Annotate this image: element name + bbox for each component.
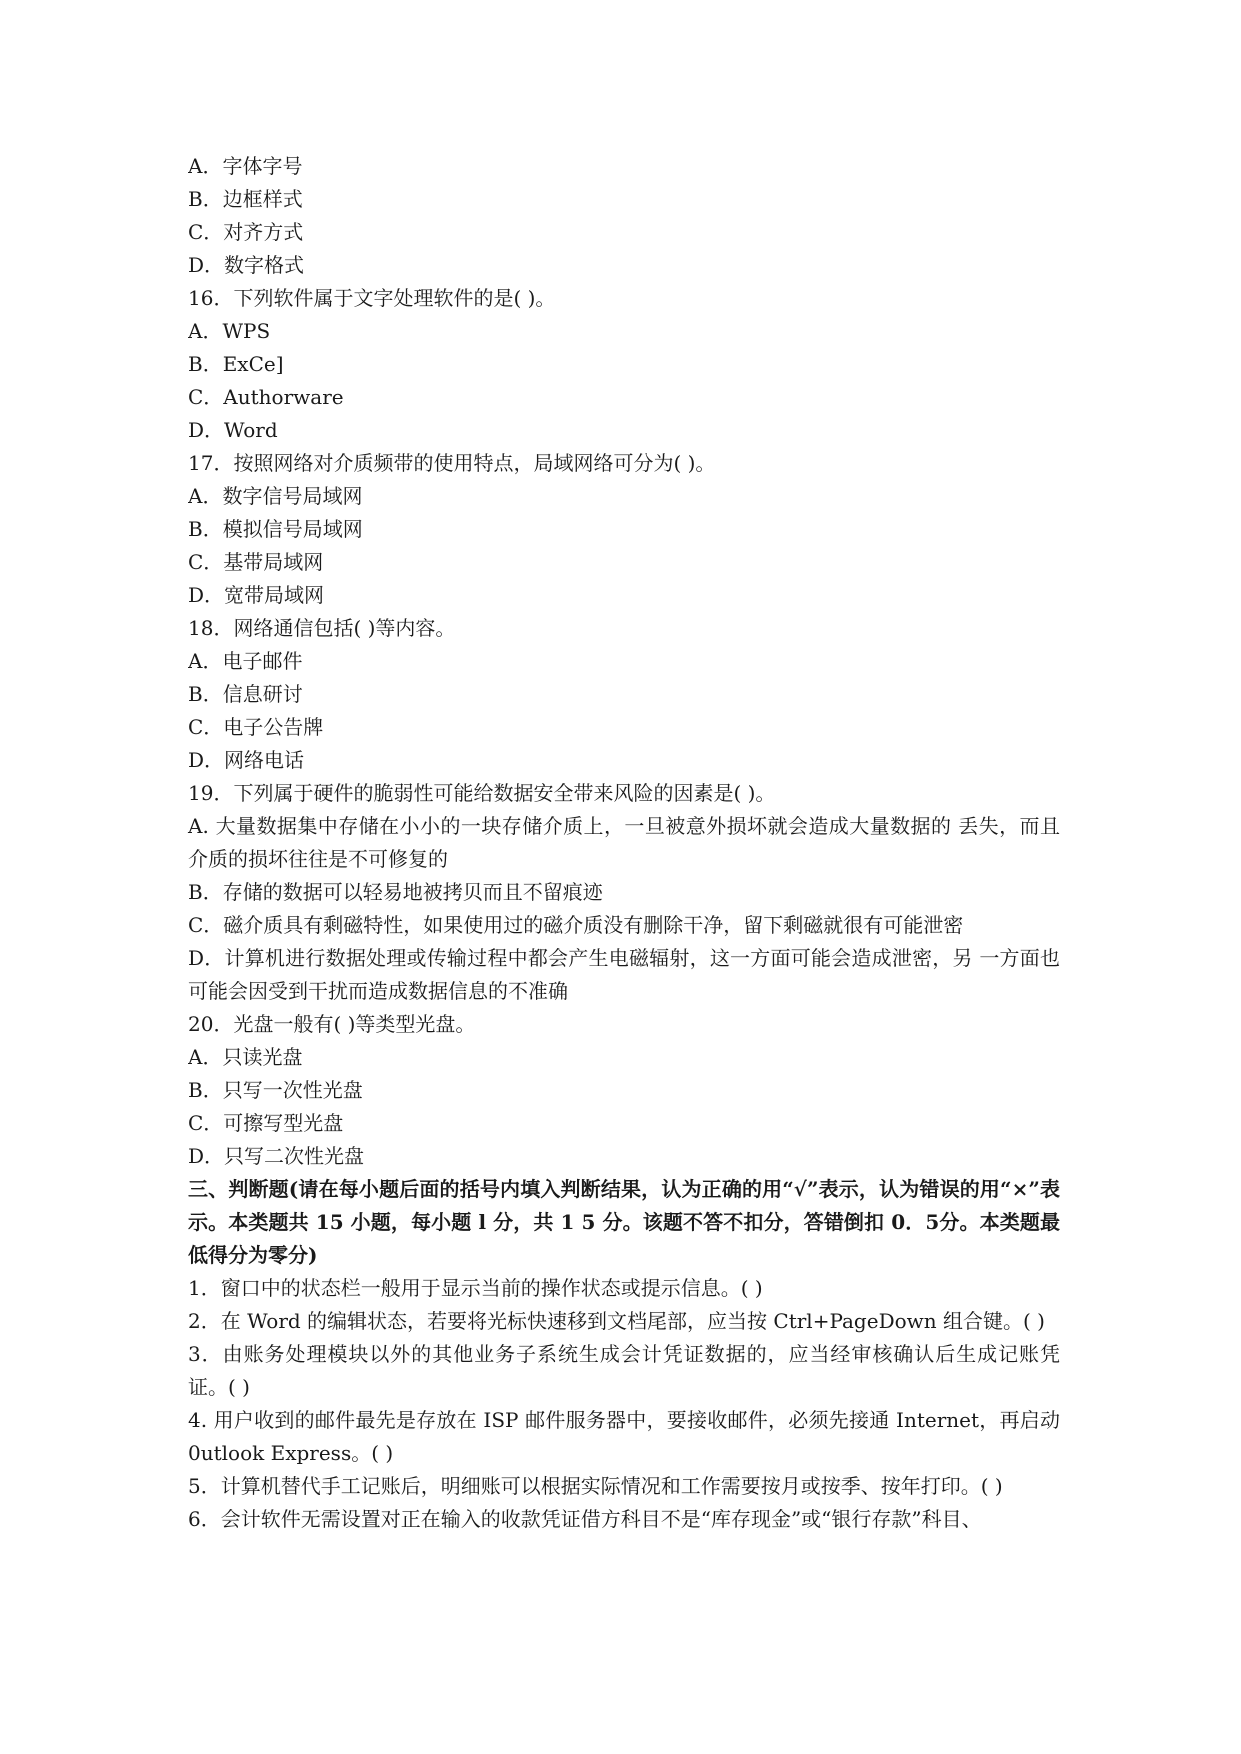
option-d: D．Word: [188, 418, 278, 442]
question-17: 17．按照网络对介质频带的使用特点，局域网络可分为( )。: [188, 451, 716, 475]
option-c: C．基带局域网: [188, 550, 324, 574]
judgment-item: 2．在 Word 的编辑状态，若要将光标快速移到文档尾部，应当按 Ctrl+PageDown 组合键。( ): [188, 1309, 1045, 1333]
judgment-item: 4. 用户收到的邮件最先是存放在 ISP 邮件服务器中，要接收邮件，必须先接通 Internet，再启动 0utlook Express。( ): [188, 1408, 1060, 1465]
option-a: A. 大量数据集中存储在小小的一块存储介质上，一旦被意外损坏就会造成大量数据的 丢失，而且介质的损坏往往是不可修复的: [188, 814, 1060, 871]
question-20: 20．光盘一般有( )等类型光盘。: [188, 1012, 476, 1036]
option-d: D．只写二次性光盘: [188, 1144, 365, 1168]
option-c: C．可擦写型光盘: [188, 1111, 344, 1135]
option-b: B．模拟信号局域网: [188, 517, 363, 541]
option-a: A．WPS: [188, 319, 271, 343]
section-heading: 三、判断题(请在每小题后面的括号内填入判断结果，认为正确的用“√”表示，认为错误的用“×”表示。本类题共 15 小题，每小题 l 分，共 1 5 分。该题不答不扣分，答错倒扣 0．5分。本类题最低得分为零分): [188, 1177, 1060, 1267]
judgment-item: 5．计算机替代手工记账后，明细账可以根据实际情况和工作需要按月或按季、按年打印。( ): [188, 1474, 1003, 1498]
option-b: B．只写一次性光盘: [188, 1078, 363, 1102]
question-18: 18．网络通信包括( )等内容。: [188, 616, 456, 640]
option-c: C．电子公告牌: [188, 715, 324, 739]
option-a: A．字体字号: [188, 154, 303, 178]
option-d: D．数字格式: [188, 253, 305, 277]
judgment-item: 6．会计软件无需设置对正在输入的收款凭证借方科目不是“库存现金”或“银行存款”科目、: [188, 1507, 982, 1531]
document-page: [188, 150, 1060, 1536]
option-c: C．Authorware: [188, 385, 344, 409]
option-a: A．数字信号局域网: [188, 484, 363, 508]
option-d: D．计算机进行数据处理或传输过程中都会产生电磁辐射，这一方面可能会造成泄密，另 一方面也可能会因受到干扰而造成数据信息的不准确: [188, 946, 1060, 1003]
question-16: 16．下列软件属于文字处理软件的是( )。: [188, 286, 556, 310]
option-d: D．宽带局域网: [188, 583, 325, 607]
option-a: A．电子邮件: [188, 649, 303, 673]
option-b: B．存储的数据可以轻易地被拷贝而且不留痕迹: [188, 880, 603, 904]
option-c: C．磁介质具有剩磁特性，如果使用过的磁介质没有删除干净，留下剩磁就很有可能泄密: [188, 913, 964, 937]
option-a: A．只读光盘: [188, 1045, 303, 1069]
option-d: D．网络电话: [188, 748, 305, 772]
option-c: C．对齐方式: [188, 220, 304, 244]
question-19: 19．下列属于硬件的脆弱性可能给数据安全带来风险的因素是( )。: [188, 781, 776, 805]
judgment-item: 1．窗口中的状态栏一般用于显示当前的操作状态或提示信息。( ): [188, 1276, 763, 1300]
judgment-item: 3．由账务处理模块以外的其他业务子系统生成会计凭证数据的，应当经审核确认后生成记账凭证。( ): [188, 1342, 1060, 1399]
option-b: B．ExCe]: [188, 352, 284, 376]
option-b: B．边框样式: [188, 187, 303, 211]
option-b: B．信息研讨: [188, 682, 303, 706]
